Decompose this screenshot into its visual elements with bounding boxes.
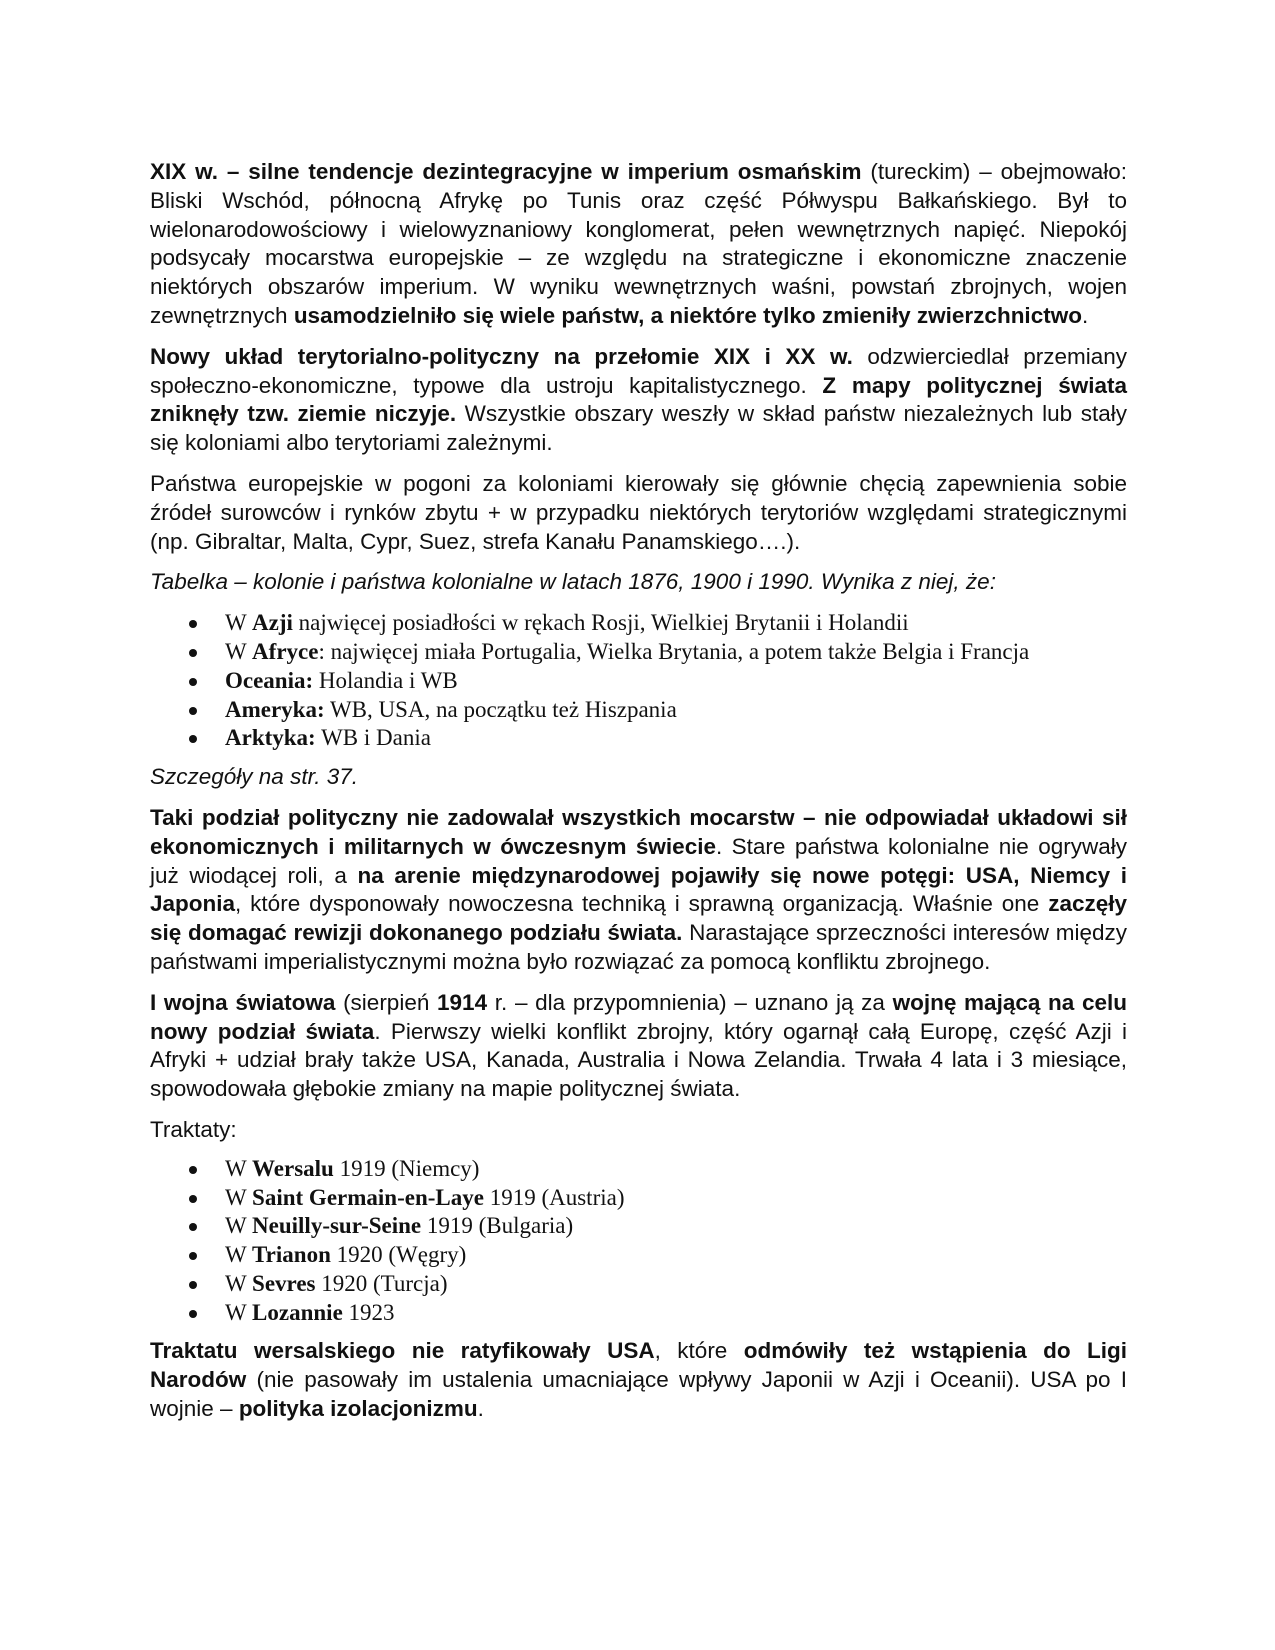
details-note: Szczegóły na str. 37. xyxy=(150,764,359,790)
bold-text: XIX w. – silne tendencje dezintegracyjne w imperium osmańskim xyxy=(150,159,862,184)
list-text: 1919 (Niemcy) xyxy=(333,1155,480,1181)
list-item xyxy=(150,1155,1127,1184)
list-text: 1919 (Austria) xyxy=(483,1184,625,1210)
list-bold-text: Azji xyxy=(252,610,293,636)
list-text: W xyxy=(225,1242,253,1268)
table-note: Tabelka – kolonie i państwa kolonialne w latach 1876, 1900 i 1990. Wynika z niej, że: xyxy=(150,569,996,595)
list-text: W xyxy=(225,1213,253,1239)
bold-text: polityka izolacjonizmu xyxy=(238,1396,478,1422)
list-bold-text: Arktyka: xyxy=(225,725,316,751)
list-bold-text: Ameryka: xyxy=(225,696,325,722)
bold-text: Nowy układ terytorialno-polityczny na przełomie XIX i XX w. xyxy=(150,343,853,369)
list-text: WB, USA, na początku też Hiszpania xyxy=(324,696,677,722)
list-bold-text: Oceania: xyxy=(225,667,314,693)
bullet-icon xyxy=(189,1252,197,1260)
list-item xyxy=(150,638,1127,667)
bold-text: Taki podział polityczny nie zadowalał wszystkich mocarstw – nie odpowiadał układowi sił ekonomicznych i militarnych w ówczesnym świecie xyxy=(150,804,1127,859)
paragraph-world-war-one xyxy=(150,989,1127,1104)
list-text: 1920 (Turcja) xyxy=(315,1270,448,1296)
bold-text: I wojna światowa xyxy=(150,989,336,1015)
list-bold-text: Sevres xyxy=(252,1270,316,1296)
paragraph-versailles-usa xyxy=(150,1337,1127,1423)
paragraph-new-territorial-order xyxy=(150,343,1127,458)
bullet-icon xyxy=(189,1166,197,1174)
body-text: , które dysponowały nowoczesna techniką i sprawną organizacją. Właśnie one xyxy=(235,891,1049,917)
list-text: : najwięcej miała Portugalia, Wielka Brytania, a potem także Belgia i Francja xyxy=(318,638,1030,664)
bullet-icon xyxy=(189,1195,197,1203)
body-text: r. – dla przypomnienia) – uznano ją za xyxy=(487,989,893,1015)
list-text: WB i Dania xyxy=(315,725,431,751)
list-text: W xyxy=(225,1155,253,1181)
list-bold-text: Trianon xyxy=(252,1242,331,1268)
paragraph-political-division xyxy=(150,804,1127,977)
list-bold-text: Neuilly-sur-Seine xyxy=(252,1213,422,1239)
list-text: 1923 xyxy=(342,1299,395,1325)
list-item xyxy=(150,1184,1127,1213)
paragraph-colonial-motives: Państwa europejskie w pogoni za koloniami kierowały się głównie chęcią zapewnienia sobie źródeł surowców i rynków zbytu + w przypadku niektórych terytoriów względami strategicznymi (np. Gibraltar, Malta, Cypr, Suez, strefa Kanału Panamskiego….). xyxy=(150,470,1127,554)
body-text: Narastające sprzeczności interesów między państwami imperialistycznymi można było rozwiązać za pomocą konfliktu zbrojnego. xyxy=(150,920,1127,974)
bold-text: wojnę mającą na celu nowy podział świata xyxy=(150,989,1127,1044)
treaties-heading: Traktaty: xyxy=(150,1116,237,1142)
list-bold-text: Lozannie xyxy=(252,1299,343,1325)
list-bold-text: Wersalu xyxy=(252,1155,334,1181)
bold-text: 1914 xyxy=(437,989,488,1015)
body-text: (tureckim) – obejmowało: Bliski Wschód, północną Afrykę po Tunis oraz część Półwyspu Bałkańskiego. Był to wielonarodowościowy i wielowyznaniowy konglomerat, pełen wewnętrznych napięć. Niepokój podsycały mocarstwa europejskie – ze względu na strategiczne i ekonomiczne znaczenie niektórych obszarów imperium. W wyniku wewnętrznych waśni, powstań zbrojnych, wojen zewnętrznych xyxy=(150,159,1127,328)
bullet-icon xyxy=(189,707,197,715)
bold-text: na arenie międzynarodowej pojawiły się nowe potęgi: USA, Niemcy i Japonia xyxy=(150,862,1127,917)
list-item xyxy=(150,1241,1127,1270)
bullet-icon xyxy=(189,1281,197,1289)
bullet-icon xyxy=(189,1223,197,1231)
list-bold-text: Afryce xyxy=(252,638,319,664)
bullet-icon xyxy=(189,620,197,628)
body-text: , które xyxy=(654,1338,744,1364)
list-item xyxy=(150,1270,1127,1299)
body-text: . Pierwszy wielki konflikt zbrojny, który ogarnął całą Europę, część Azji i Afryki + udział brały także USA, Kanada, Australia i Nowa Zelandia. Trwała 4 lata i 3 miesiące, spowodowała głębokie zmiany na mapie politycznej świata. xyxy=(150,1018,1127,1102)
list-item xyxy=(150,1299,1127,1328)
list-text: Holandia i WB xyxy=(313,667,458,693)
bullet-icon xyxy=(189,735,197,743)
list-item xyxy=(150,1212,1127,1241)
list-item xyxy=(150,724,1127,753)
list-text: 1920 (Węgry) xyxy=(330,1242,467,1268)
body-text: odzwierciedlał przemiany społeczno-ekonomiczne, typowe dla ustroju kapitalistycznego. xyxy=(150,343,1127,398)
list-text: W xyxy=(225,1270,253,1296)
list-bold-text: Saint Germain-en-Laye xyxy=(252,1184,484,1210)
bullet-icon xyxy=(189,649,197,657)
treaties-list xyxy=(150,1155,1127,1328)
list-text: najwięcej posiadłości w rękach Rosji, Wielkiej Brytanii i Holandii xyxy=(292,610,909,636)
list-text: W xyxy=(225,638,253,664)
body-text: (nie pasowały im ustalenia umacniające wpływy Japonii w Azji i Oceanii). USA po I wojnie – xyxy=(150,1367,1127,1422)
bold-text: usamodzielniło się wiele państw, a niektóre tylko zmieniły zwierzchnictwo xyxy=(293,302,1082,328)
body-text: Wszystkie obszary weszły w skład państw niezależnych lub stały się koloniami albo terytoriami zależnymi. xyxy=(150,401,1127,456)
bullet-icon xyxy=(189,678,197,686)
body-text: (sierpień xyxy=(335,989,438,1015)
list-text: 1919 (Bulgaria) xyxy=(421,1213,574,1239)
document-page xyxy=(150,158,1127,1436)
bold-text: Traktatu wersalskiego nie ratyfikowały USA xyxy=(150,1338,655,1364)
paragraph-ottoman-empire xyxy=(150,158,1127,331)
list-text: W xyxy=(225,1299,253,1325)
body-text: . xyxy=(1081,302,1089,328)
bold-text: Z mapy politycznej świata zniknęły tzw. ziemie niczyje. xyxy=(150,372,1127,427)
list-text: W xyxy=(225,1184,253,1210)
body-text: . xyxy=(477,1396,484,1422)
body-text: . Stare państwa kolonialne nie ogrywały już wiodącej roli, a xyxy=(150,833,1127,888)
bold-text: odmówiły też wstąpienia do Ligi Narodów xyxy=(150,1338,1127,1393)
regions-list xyxy=(150,609,1127,753)
list-text: W xyxy=(225,610,253,636)
list-item xyxy=(150,696,1127,725)
list-item xyxy=(150,667,1127,696)
list-item xyxy=(150,609,1127,638)
bold-text: zaczęły się domagać rewizji dokonanego podziału świata. xyxy=(150,891,1127,946)
bullet-icon xyxy=(189,1310,197,1318)
